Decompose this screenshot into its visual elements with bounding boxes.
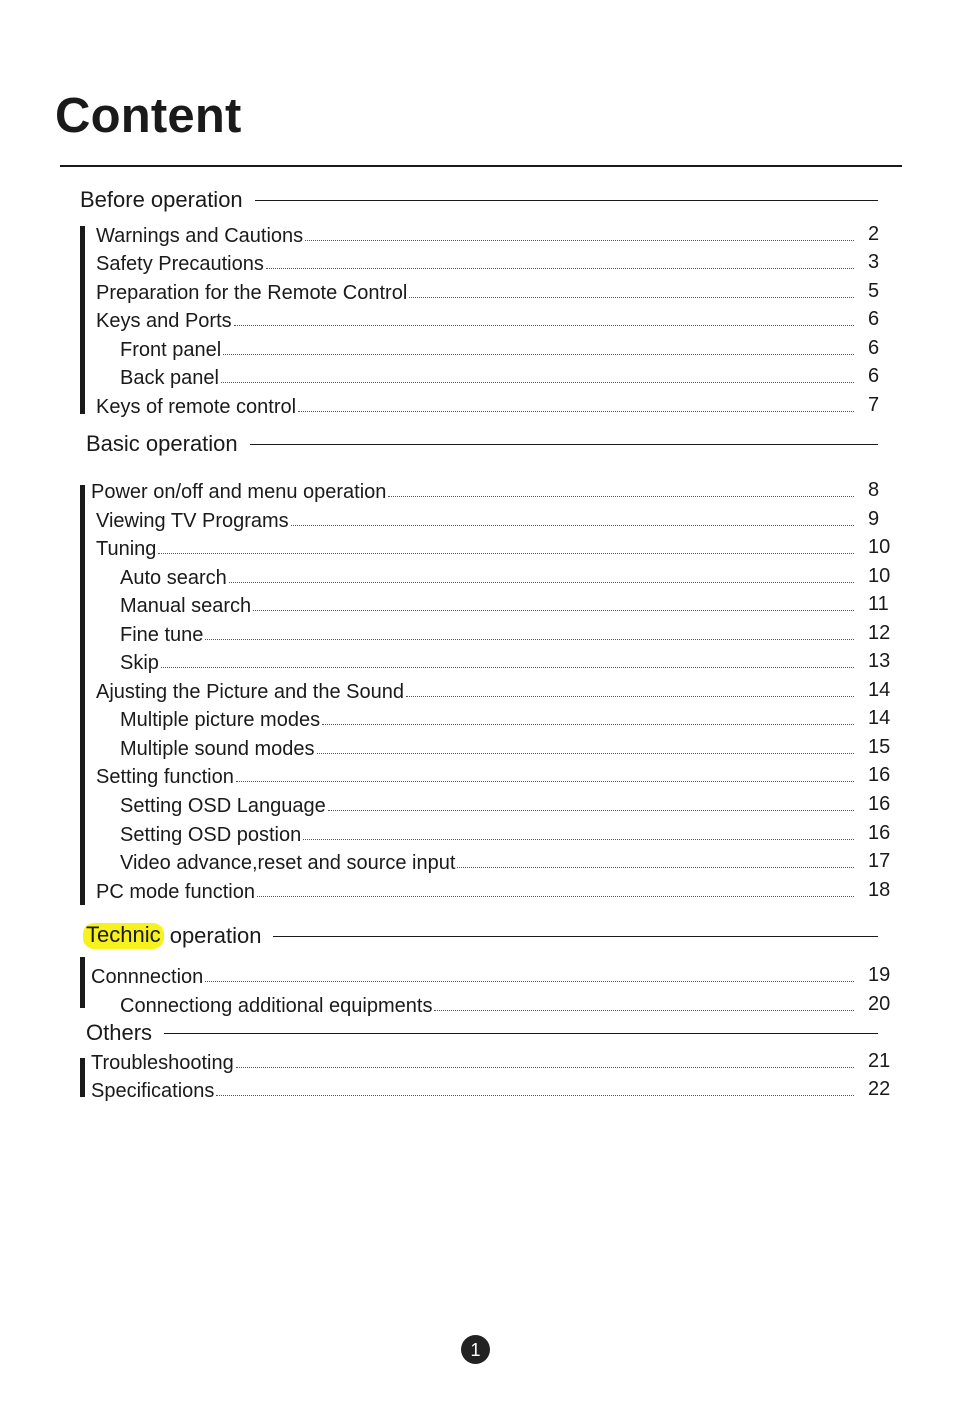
toc-entry-label: Specifications bbox=[91, 1080, 215, 1102]
toc-entry-label: Fine tune bbox=[120, 624, 204, 646]
section-heading-technic-operation bbox=[86, 922, 878, 950]
leader-dots bbox=[257, 896, 854, 897]
toc-page-number: 18 bbox=[868, 879, 891, 901]
section-heading-others bbox=[86, 1019, 878, 1047]
toc-entry-label: Power on/off and menu operation bbox=[91, 481, 387, 503]
leader-dots bbox=[434, 1010, 854, 1011]
toc-page-number: 7 bbox=[868, 394, 880, 416]
toc-page-number: 22 bbox=[868, 1078, 891, 1100]
leader-dots bbox=[328, 810, 854, 811]
toc-entry-label: Warnings and Cautions bbox=[96, 225, 304, 247]
toc-page-number: 10 bbox=[868, 565, 891, 587]
leader-dots bbox=[236, 1067, 854, 1068]
toc-entry-label: Keys and Ports bbox=[96, 310, 232, 332]
section-heading-label: Before operation bbox=[80, 187, 243, 212]
section-rule bbox=[164, 1033, 878, 1034]
leader-dots bbox=[291, 525, 854, 526]
toc-entry-multiple-sound-modes[interactable] bbox=[120, 735, 854, 761]
toc-entry-back-panel[interactable] bbox=[120, 364, 854, 390]
toc-entry-pc-mode-function[interactable] bbox=[96, 878, 854, 904]
section-rule bbox=[273, 936, 878, 937]
leader-dots bbox=[303, 839, 854, 840]
leader-dots bbox=[322, 724, 854, 725]
toc-entry-label: PC mode function bbox=[96, 881, 255, 903]
toc-page-number: 15 bbox=[868, 736, 891, 758]
toc-page-number: 21 bbox=[868, 1050, 891, 1072]
toc-entry-label: Keys of remote control bbox=[96, 396, 297, 418]
toc-entry-preparation-remote-control[interactable] bbox=[96, 279, 854, 305]
toc-entry-label: Setting function bbox=[96, 766, 234, 788]
toc-page-number: 2 bbox=[868, 223, 880, 245]
toc-entry-picture-and-sound[interactable] bbox=[96, 678, 854, 704]
toc-entry-specifications[interactable] bbox=[91, 1077, 854, 1103]
toc-entry-multiple-picture-modes[interactable] bbox=[120, 706, 854, 732]
toc-page-number: 6 bbox=[868, 365, 880, 387]
toc-entry-label: Ajusting the Picture and the Sound bbox=[96, 681, 404, 703]
leader-dots bbox=[158, 553, 854, 554]
leader-dots bbox=[409, 297, 854, 298]
toc-entry-label: Video advance,reset and source input bbox=[120, 852, 456, 874]
toc-page-number: 16 bbox=[868, 793, 891, 815]
toc-page-number: 14 bbox=[868, 679, 891, 701]
toc-entry-connection[interactable] bbox=[91, 963, 854, 989]
toc-entry-label: Multiple sound modes bbox=[120, 738, 315, 760]
section-bar bbox=[80, 1058, 85, 1097]
section-bar bbox=[80, 226, 85, 414]
toc-entry-label: Manual search bbox=[120, 595, 252, 617]
leader-dots bbox=[229, 582, 854, 583]
toc-entry-fine-tune[interactable] bbox=[120, 621, 854, 647]
leader-dots bbox=[457, 867, 854, 868]
toc-entry-tuning[interactable] bbox=[96, 535, 854, 561]
toc-entry-label: Multiple picture modes bbox=[120, 709, 321, 731]
toc-entry-label: Safety Precautions bbox=[96, 253, 264, 275]
toc-entry-keys-and-ports[interactable] bbox=[96, 307, 854, 333]
toc-entry-label: Connnection bbox=[91, 966, 204, 988]
toc-entry-label: Auto search bbox=[120, 567, 227, 589]
title-divider bbox=[60, 165, 902, 167]
toc-entry-keys-of-remote-control[interactable] bbox=[96, 393, 854, 419]
toc-entry-setting-osd-language[interactable] bbox=[120, 792, 854, 818]
section-bar bbox=[80, 485, 85, 905]
leader-dots bbox=[266, 268, 854, 269]
toc-page-number: 17 bbox=[868, 850, 891, 872]
leader-dots bbox=[406, 696, 854, 697]
section-bar bbox=[80, 957, 85, 1008]
toc-entry-label: Troubleshooting bbox=[91, 1052, 234, 1074]
leader-dots bbox=[317, 753, 854, 754]
toc-entry-label: Setting OSD Language bbox=[120, 795, 326, 817]
toc-page-number: 11 bbox=[868, 593, 889, 615]
toc-page-number: 8 bbox=[868, 479, 880, 501]
toc-page-number: 14 bbox=[868, 707, 891, 729]
toc-entry-viewing-tv-programs[interactable] bbox=[96, 507, 854, 533]
toc-entry-additional-equipments[interactable] bbox=[120, 992, 854, 1018]
toc-entry-label: Front panel bbox=[120, 339, 222, 361]
leader-dots bbox=[221, 382, 854, 383]
leader-dots bbox=[205, 981, 854, 982]
section-heading-label: operation bbox=[163, 923, 262, 948]
toc-entry-label: Viewing TV Programs bbox=[96, 510, 289, 532]
toc-page-number: 10 bbox=[868, 536, 891, 558]
toc-entry-power-and-menu[interactable] bbox=[91, 478, 854, 504]
section-rule bbox=[250, 444, 878, 445]
toc-page-number: 16 bbox=[868, 764, 891, 786]
toc-page-number: 16 bbox=[868, 822, 891, 844]
toc-page-number: 9 bbox=[868, 508, 880, 530]
toc-entry-setting-function[interactable] bbox=[96, 763, 854, 789]
leader-dots bbox=[298, 411, 854, 412]
toc-entry-front-panel[interactable] bbox=[120, 336, 854, 362]
toc-entry-label: Preparation for the Remote Control bbox=[96, 282, 408, 304]
toc-entry-video-advance[interactable] bbox=[120, 849, 854, 875]
toc-entry-label: Setting OSD postion bbox=[120, 824, 302, 846]
toc-entry-setting-osd-position[interactable] bbox=[120, 821, 854, 847]
toc-entry-label: Back panel bbox=[120, 367, 219, 389]
toc-entry-troubleshooting[interactable] bbox=[91, 1049, 854, 1075]
leader-dots bbox=[234, 325, 854, 326]
page-title: Content bbox=[55, 89, 242, 143]
toc-entry-label: Tuning bbox=[96, 538, 157, 560]
toc-entry-label: Skip bbox=[120, 652, 159, 674]
toc-page-number: 13 bbox=[868, 650, 891, 672]
leader-dots bbox=[205, 639, 854, 640]
leader-dots bbox=[223, 354, 854, 355]
leader-dots bbox=[236, 781, 854, 782]
toc-entry-skip[interactable] bbox=[120, 649, 854, 675]
toc-entry-safety-precautions[interactable] bbox=[96, 250, 854, 276]
leader-dots bbox=[388, 496, 854, 497]
toc-page-number: 19 bbox=[868, 964, 891, 986]
toc-page-number: 3 bbox=[868, 251, 880, 273]
leader-dots bbox=[216, 1095, 854, 1096]
toc-page-number: 5 bbox=[868, 280, 880, 302]
section-heading-basic-operation bbox=[86, 430, 878, 458]
toc-page-number: 12 bbox=[868, 622, 891, 644]
toc-entry-label: Connectiong additional equipments bbox=[120, 995, 433, 1017]
toc-entry-manual-search[interactable] bbox=[120, 592, 854, 618]
toc-page-number: 20 bbox=[868, 993, 891, 1015]
section-heading-label: Others bbox=[86, 1020, 153, 1045]
leader-dots bbox=[253, 610, 854, 611]
section-rule bbox=[255, 200, 878, 201]
leader-dots bbox=[305, 240, 854, 241]
section-heading-label: Basic operation bbox=[86, 431, 238, 456]
highlighted-word: Technic bbox=[83, 923, 164, 949]
toc-entry-warnings-and-cautions[interactable] bbox=[96, 222, 854, 248]
leader-dots bbox=[161, 667, 854, 668]
toc-page-number: 6 bbox=[868, 308, 880, 330]
toc-page-number: 6 bbox=[868, 337, 880, 359]
section-heading-before-operation bbox=[80, 186, 878, 214]
toc-entry-auto-search[interactable] bbox=[120, 564, 854, 590]
page-number-badge: 1 bbox=[461, 1335, 490, 1364]
